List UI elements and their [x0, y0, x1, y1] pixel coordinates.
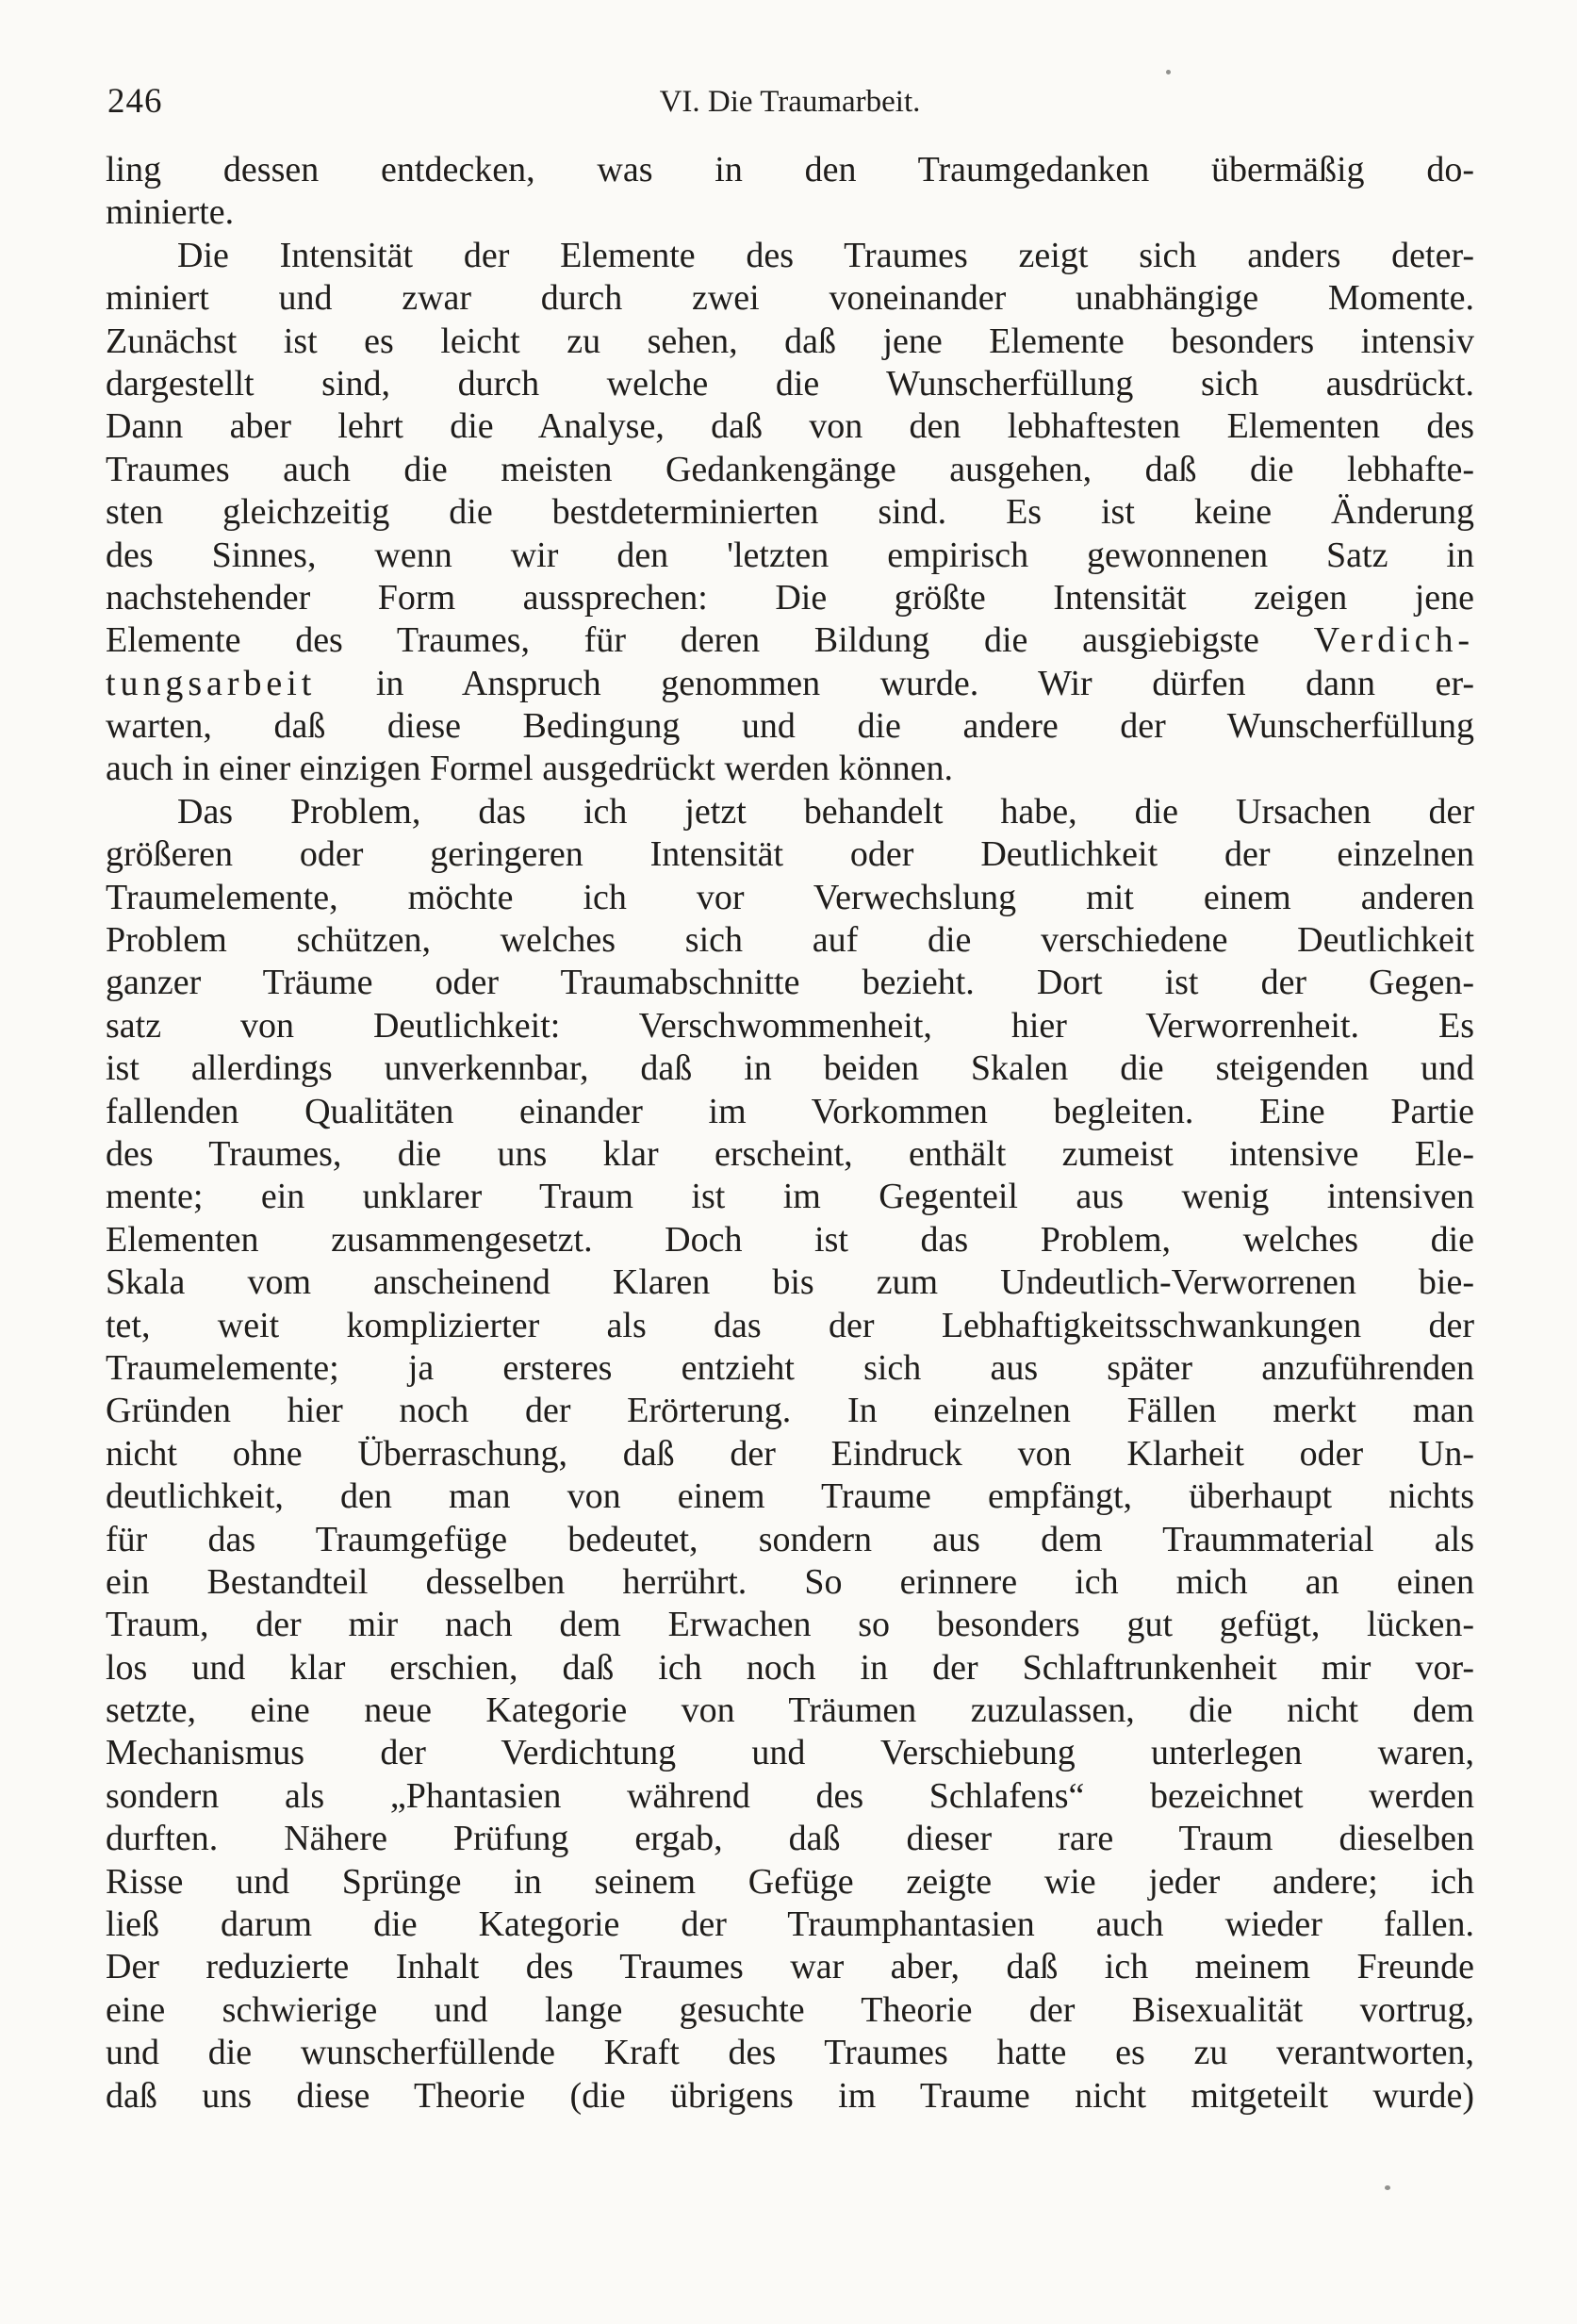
text-segment: auch in einer einzigen Formel ausgedrückt werden können.	[106, 749, 954, 789]
text-segment: Zunächst ist es leicht zu sehen, daß jene Elemente besonders intensiv	[106, 321, 1474, 361]
text-segment: eine schwierige und lange gesuchte Theorie der Bisexualität vortrug,	[106, 1989, 1474, 2030]
paragraph	[106, 235, 1474, 791]
text-segment: des Traumes, die uns klar erscheint, enthält zumeist intensive Ele-	[106, 1133, 1474, 1174]
text-line	[106, 449, 1474, 491]
text-segment: Die Intensität der Elemente des Traumes zeigt sich anders deter-	[177, 235, 1474, 275]
text-line	[106, 535, 1474, 577]
text-segment: ganzer Träume oder Traumabschnitte bezieht. Dort ist der Gegen-	[106, 963, 1474, 1003]
text-line	[106, 705, 1474, 748]
text-line	[106, 619, 1474, 662]
text-line	[106, 491, 1474, 534]
text-line	[106, 1904, 1474, 1946]
page-number: 246	[107, 82, 163, 121]
text-line	[106, 919, 1474, 962]
text-line	[106, 1433, 1474, 1475]
text-line	[106, 1305, 1474, 1347]
text-line	[106, 1005, 1474, 1047]
paragraph	[106, 791, 1474, 2118]
text-segment: Mechanismus der Verdichtung und Verschiebung unterlegen waren,	[106, 1733, 1474, 1773]
text-segment: des Sinnes, wenn wir den 'letzten empirisch gewonnenen Satz in	[106, 535, 1474, 575]
text-segment: größeren oder geringeren Intensität oder Deutlichkeit der einzelnen	[106, 834, 1474, 875]
text-line	[106, 1347, 1474, 1390]
text-segment: Elemente des Traumes, für deren Bildung die ausgiebigste	[106, 620, 1314, 661]
text-line	[106, 962, 1474, 1004]
paragraph	[106, 149, 1474, 235]
text-line	[106, 191, 1474, 234]
text-line	[106, 1561, 1474, 1604]
text-line	[106, 2075, 1474, 2118]
text-line	[106, 1775, 1474, 1818]
text-line	[106, 321, 1474, 363]
text-line	[106, 1390, 1474, 1432]
text-line	[106, 663, 1474, 705]
text-segment: Das Problem, das ich jetzt behandelt habe, die Ursachen der	[177, 791, 1474, 832]
text-line	[106, 1989, 1474, 2032]
emphasized-text: tungsarbeit	[106, 663, 317, 703]
text-line	[106, 2032, 1474, 2074]
text-line	[106, 405, 1474, 448]
text-line	[106, 149, 1474, 191]
text-line	[106, 877, 1474, 919]
text-segment: Traumes auch die meisten Gedankengänge ausgehen, daß die lebhafte-	[106, 449, 1474, 489]
text-segment: Gründen hier noch der Erörterung. In einzelnen Fällen merkt man	[106, 1391, 1474, 1431]
text-segment: Dann aber lehrt die Analyse, daß von den lebhaftesten Elementen des	[106, 406, 1474, 447]
text-segment: nachstehender Form aussprechen: Die größte Intensität zeigen jene	[106, 577, 1474, 618]
text-segment: fallenden Qualitäten einander im Vorkommen begleiten. Eine Partie	[106, 1091, 1474, 1131]
text-segment: dargestellt sind, durch welche die Wunscherfüllung sich ausdrückt.	[106, 363, 1474, 404]
text-segment: durften. Nähere Prüfung ergab, daß dieser rare Traum dieselben	[106, 1819, 1474, 1859]
text-line	[106, 1091, 1474, 1133]
text-line	[106, 1176, 1474, 1218]
text-line	[106, 1647, 1474, 1689]
text-segment: warten, daß diese Bedingung und die andere der Wunscherfüllung	[106, 706, 1474, 747]
text-line	[106, 1261, 1474, 1304]
scan-artifact	[1385, 2185, 1390, 2190]
emphasized-text: Verdich-	[1313, 620, 1474, 661]
text-segment: setzte, eine neue Kategorie von Träumen zuzulassen, die nicht dem	[106, 1690, 1474, 1731]
text-segment: miniert und zwar durch zwei voneinander unabhängige Momente.	[106, 278, 1474, 319]
running-title: VI. Die Traumarbeit.	[659, 85, 921, 119]
text-line	[106, 277, 1474, 320]
text-line	[106, 1475, 1474, 1518]
text-segment: Problem schützen, welches sich auf die verschiedene Deutlichkeit	[106, 920, 1474, 961]
text-segment: Risse und Sprünge in seinem Gefüge zeigte wie jeder andere; ich	[106, 1861, 1474, 1902]
text-segment: Skala vom anscheinend Klaren bis zum Undeutlich-Verworrenen bie-	[106, 1262, 1474, 1303]
text-segment: und die wunscherfüllende Kraft des Traumes hatte es zu verantworten,	[106, 2033, 1474, 2073]
text-line	[106, 748, 1474, 790]
text-segment: daß uns diese Theorie (die übrigens im Traume nicht mitgeteilt wurde)	[106, 2075, 1474, 2116]
text-line	[106, 363, 1474, 405]
page-header	[106, 79, 1474, 124]
text-line	[106, 1689, 1474, 1732]
text-segment: für das Traumgefüge bedeutet, sondern aus dem Traummaterial als	[106, 1519, 1474, 1559]
text-line	[106, 1732, 1474, 1774]
text-segment: mente; ein unklarer Traum ist im Gegenteil aus wenig intensiven	[106, 1177, 1474, 1217]
text-segment: ließ darum die Kategorie der Traumphantasien auch wieder fallen.	[106, 1904, 1474, 1945]
text-segment: minierte.	[106, 192, 235, 233]
text-segment: ist allerdings unverkennbar, daß in beiden Skalen die steigenden und	[106, 1048, 1474, 1089]
text-segment: Traumelemente; ja ersteres entzieht sich aus später anzuführenden	[106, 1347, 1474, 1388]
text-line	[106, 791, 1474, 833]
text-line	[106, 1133, 1474, 1176]
text-segment: Elementen zusammengesetzt. Doch ist das Problem, welches die	[106, 1219, 1474, 1260]
text-segment: ein Bestandteil desselben herrührt. So erinnere ich mich an einen	[106, 1561, 1474, 1602]
text-segment: Der reduzierte Inhalt des Traumes war aber, daß ich meinem Freunde	[106, 1947, 1474, 1987]
text-segment: los und klar erschien, daß ich noch in der Schlaftrunkenheit mir vor-	[106, 1647, 1474, 1688]
text-segment: deutlichkeit, den man von einem Traume empfängt, überhaupt nichts	[106, 1476, 1474, 1517]
text-segment: nicht ohne Überraschung, daß der Eindruck von Klarheit oder Un-	[106, 1433, 1474, 1474]
text-segment: in Anspruch genommen wurde. Wir dürfen dann er-	[316, 663, 1474, 703]
text-line	[106, 1047, 1474, 1090]
text-line	[106, 1519, 1474, 1561]
text-line	[106, 1818, 1474, 1860]
text-line	[106, 577, 1474, 619]
text-segment: ling dessen entdecken, was in den Traumgedanken übermäßig do-	[106, 150, 1474, 190]
text-segment: sten gleichzeitig die bestdeterminierten sind. Es ist keine Änderung	[106, 492, 1474, 533]
body-text	[106, 149, 1474, 2118]
text-line	[106, 833, 1474, 876]
text-line	[106, 1861, 1474, 1904]
text-segment: sondern als „Phantasien während des Schlafens“ bezeichnet werden	[106, 1775, 1474, 1816]
text-segment: satz von Deutlichkeit: Verschwommenheit, hier Verworrenheit. Es	[106, 1005, 1474, 1046]
text-segment: Traum, der mir nach dem Erwachen so besonders gut gefügt, lücken-	[106, 1605, 1474, 1645]
scan-artifact	[1166, 70, 1171, 74]
text-line	[106, 1219, 1474, 1261]
text-segment: Traumelemente, möchte ich vor Verwechslung mit einem anderen	[106, 877, 1474, 917]
page-content	[106, 79, 1474, 2118]
text-line	[106, 1604, 1474, 1646]
text-segment: tet, weit komplizierter als das der Lebhaftigkeitsschwankungen der	[106, 1305, 1474, 1345]
text-line	[106, 235, 1474, 277]
text-line	[106, 1946, 1474, 1988]
